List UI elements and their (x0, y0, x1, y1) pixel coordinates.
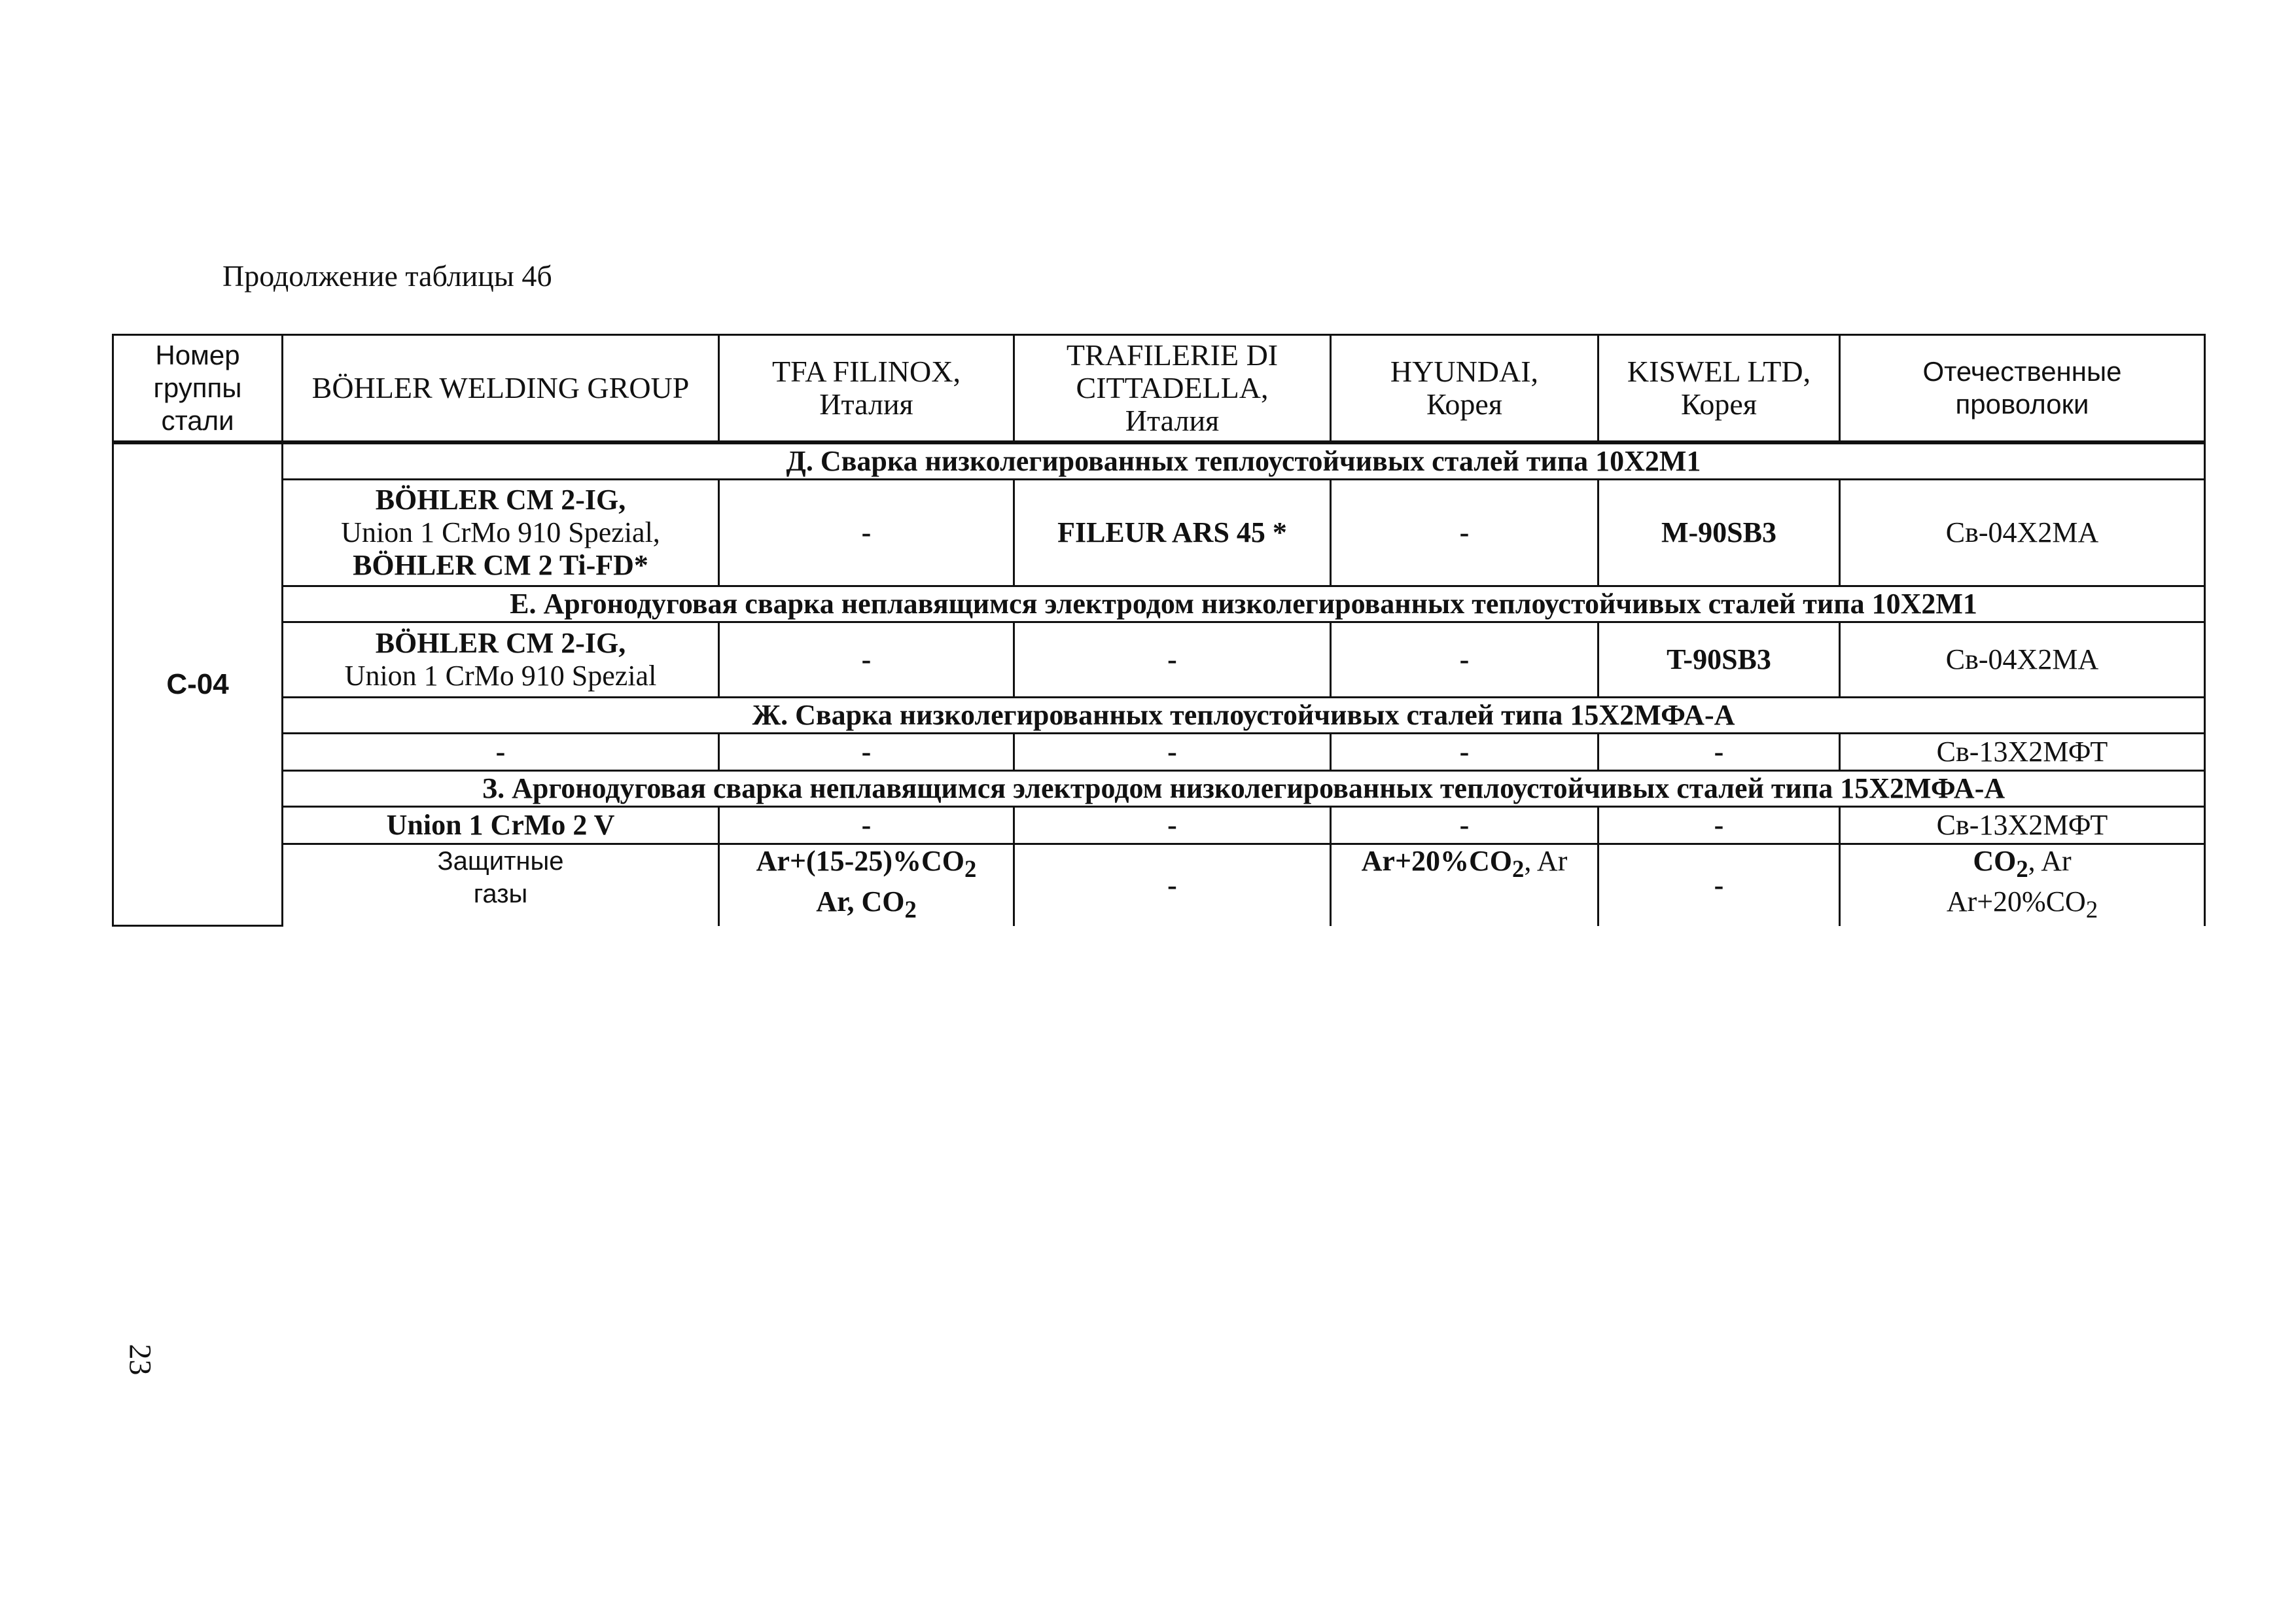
welding-wire-table (112, 334, 2206, 927)
cell-bohler: Union 1 CrMo 2 V (283, 807, 719, 844)
cell-hyundai-gas: - (1598, 844, 1840, 926)
cell-tfa: - (719, 622, 1014, 698)
cell-tfa: - (719, 734, 1014, 771)
header-tfa: TFA FILINOX, Италия (719, 335, 1014, 443)
section-row-e (113, 586, 2205, 622)
section-row-zh (113, 698, 2205, 734)
page-number: 23 (122, 1344, 158, 1376)
cell-kiswel: T-90SB3 (1598, 622, 1840, 698)
section-row-z (113, 771, 2205, 807)
cell-trafilerie-gas: $Ar+20\%CO_2$, Ar (1331, 844, 1598, 926)
cell-bohler: BÖHLER CM 2-IG, Union 1 CrMo 910 Spezial (283, 622, 719, 698)
cell-domestic: Св-13Х2МФТ (1840, 807, 2205, 844)
table-row (113, 622, 2205, 698)
header-domestic: Отечественные проволоки (1840, 335, 2205, 443)
cell-kiswel: M-90SB3 (1598, 480, 1840, 586)
cell-hyundai: - (1331, 734, 1598, 771)
header-trafilerie: TRAFILERIE DI CITTADELLA, Италия (1014, 335, 1331, 443)
cell-bohler: - (283, 734, 719, 771)
cell-trafilerie: - (1014, 622, 1331, 698)
cell-kiswel-gas: $CO_2$, Ar $Ar+20\%CO_2$ (1840, 844, 2205, 926)
header-hyundai: HYUNDAI, Корея (1331, 335, 1598, 443)
group-cell: С-04 (113, 442, 283, 926)
section-title-zh: Ж. Сварка низколегированных теплоустойчивых сталей типа 15Х2МФА-А (283, 698, 2205, 734)
cell-domestic: Св-13Х2МФТ (1840, 734, 2205, 771)
cell-bohler: BÖHLER CM 2-IG, Union 1 CrMo 910 Spezial, BÖHLER CM 2 Ti-FD* (283, 480, 719, 586)
cell-bohler-gas: $Ar+(15-25)\%CO_2$ Ar, $CO_2$ (719, 844, 1014, 926)
cell-tfa-gas: - (1014, 844, 1331, 926)
header-kiswel: KISWEL LTD, Корея (1598, 335, 1840, 443)
cell-hyundai: - (1331, 480, 1598, 586)
cell-tfa: - (719, 807, 1014, 844)
table-row (113, 734, 2205, 771)
header-group-number: Номер группы стали (113, 335, 283, 443)
section-row-d (113, 442, 2205, 480)
header-bohler: BÖHLER WELDING GROUP (283, 335, 719, 443)
cell-trafilerie: - (1014, 807, 1331, 844)
cell-kiswel: - (1598, 734, 1840, 771)
cell-hyundai: - (1331, 622, 1598, 698)
section-title-d: Д. Сварка низколегированных теплоустойчивых сталей типа 10Х2М1 (283, 442, 2205, 480)
gases-label-cell: Защитные газы (283, 844, 719, 926)
gases-row (113, 844, 2205, 926)
section-title-z: З. Аргонодуговая сварка неплавящимся электродом низколегированных теплоустойчивых сталей типа 15Х2МФА-А (283, 771, 2205, 807)
cell-kiswel: - (1598, 807, 1840, 844)
cell-trafilerie: FILEUR ARS 45 * (1014, 480, 1331, 586)
section-title-e: Е. Аргонодуговая сварка неплавящимся электродом низколегированных теплоустойчивых сталей типа 10Х2М1 (283, 586, 2205, 622)
header-row (113, 335, 2205, 443)
cell-domestic: Св-04Х2МА (1840, 622, 2205, 698)
cell-trafilerie: - (1014, 734, 1331, 771)
cell-tfa: - (719, 480, 1014, 586)
table-row (113, 480, 2205, 586)
cell-hyundai: - (1331, 807, 1598, 844)
table-caption: Продолжение таблицы 4б (222, 259, 552, 293)
table-row (113, 807, 2205, 844)
cell-domestic: Св-04Х2МА (1840, 480, 2205, 586)
